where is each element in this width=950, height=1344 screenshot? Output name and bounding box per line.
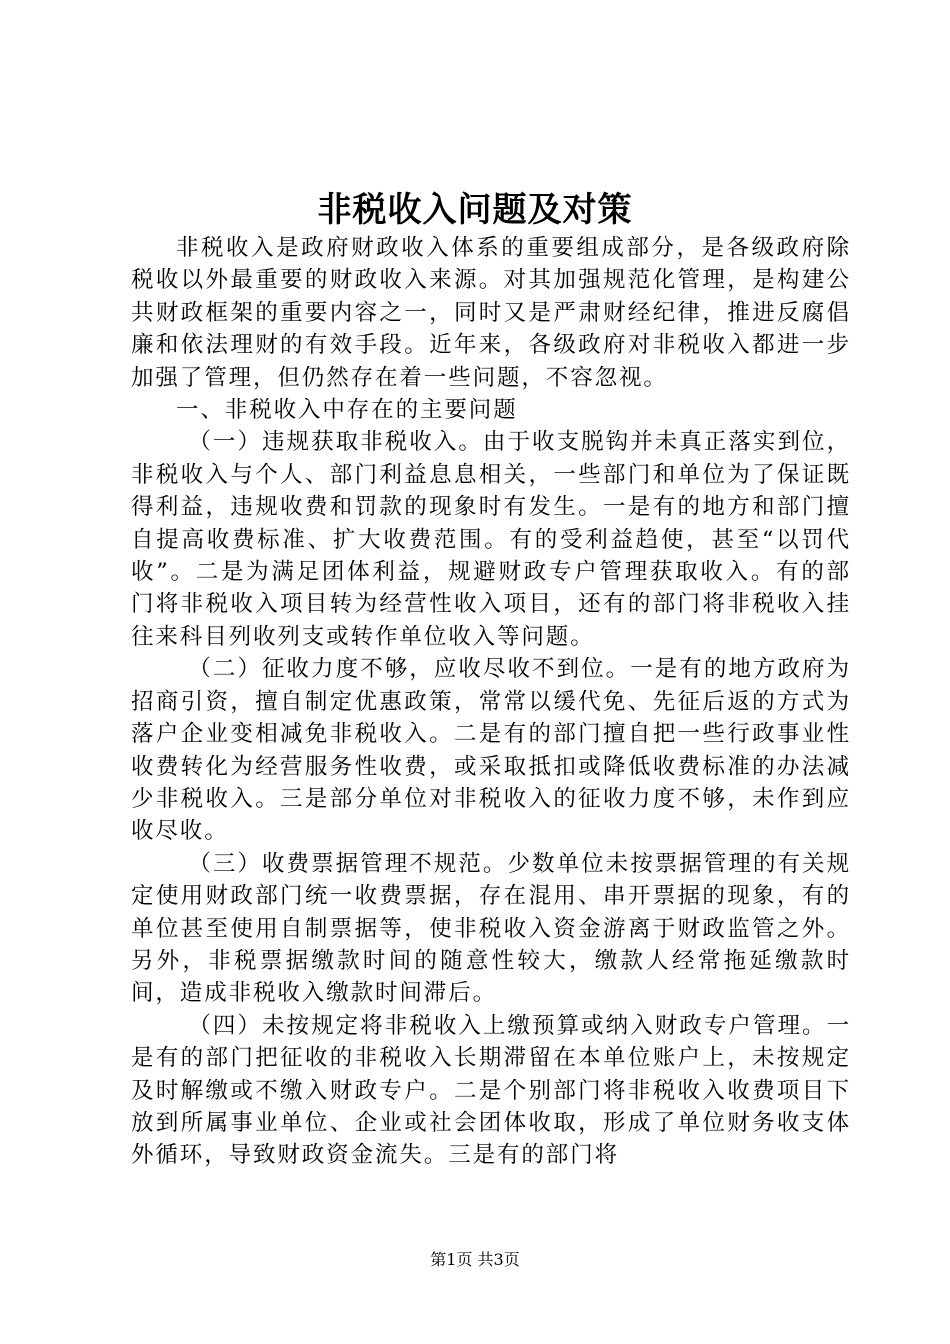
paragraph-1: （一）违规获取非税收入。由于收支脱钩并未真正落实到位，非税收入与个人、部门利益息息相关，一些部门和单位为了保证既得利益，违规收费和罚款的现象时有发生。一是有的地方和部门擅自提高收费标准、扩大收费范围。有的受利益趋使，甚至“以罚代收”。二是为满足团体利益，规避财政专户管理获取收入。有的部门将非税收入项目转为经营性收入项目，还有的部门将非税收入挂往来科目列收列支或转作单位收入等问题。	[131, 429, 851, 650]
section-heading: 一、非税收入中存在的主要问题	[176, 397, 518, 424]
paragraph-3: （三）收费票据管理不规范。少数单位未按票据管理的有关规定使用财政部门统一收费票据，存在混用、串开票据的现象，有的单位甚至使用自制票据等，使非税收入资金游离于财政监管之外。另外，非税票据缴款时间的随意性较大，缴款人经常拖延缴款时间，造成非税收入缴款时间滞后。	[131, 850, 851, 1007]
intro-paragraph: 非税收入是政府财政收入体系的重要组成部分，是各级政府除税收以外最重要的财政收入来源。对其加强规范化管理，是构建公共财政框架的重要内容之一，同时又是严肃财经纪律，推进反腐倡廉和依法理财的有效手段。近年来，各级政府对非税收入都进一步加强了管理，但仍然存在着一些问题，不容忽视。	[131, 235, 851, 391]
page-footer: 第1页 共3页	[430, 1250, 520, 1269]
document-title: 非税收入问题及对策	[317, 190, 633, 230]
paragraph-4: （四）未按规定将非税收入上缴预算或纳入财政专户管理。一是有的部门把征收的非税收入长期滞留在本单位账户上，未按规定及时解缴或不缴入财政专户。二是个别部门将非税收入收费项目下放到所属事业单位、企业或社会团体收取，形成了单位财务收支体外循环，导致财政资金流失。三是有的部门将	[131, 1012, 851, 1169]
document-body	[131, 232, 851, 1172]
paragraph-2: （二）征收力度不够，应收尽收不到位。一是有的地方政府为招商引资，擅自制定优惠政策，常常以缓代免、先征后返的方式为落户企业变相减免非税收入。二是有的部门擅自把一些行政事业性收费转化为经营服务性收费，或采取抵扣或降低收费标准的办法减少非税收入。三是部分单位对非税收入的征收力度不够，未作到应收尽收。	[131, 656, 851, 845]
